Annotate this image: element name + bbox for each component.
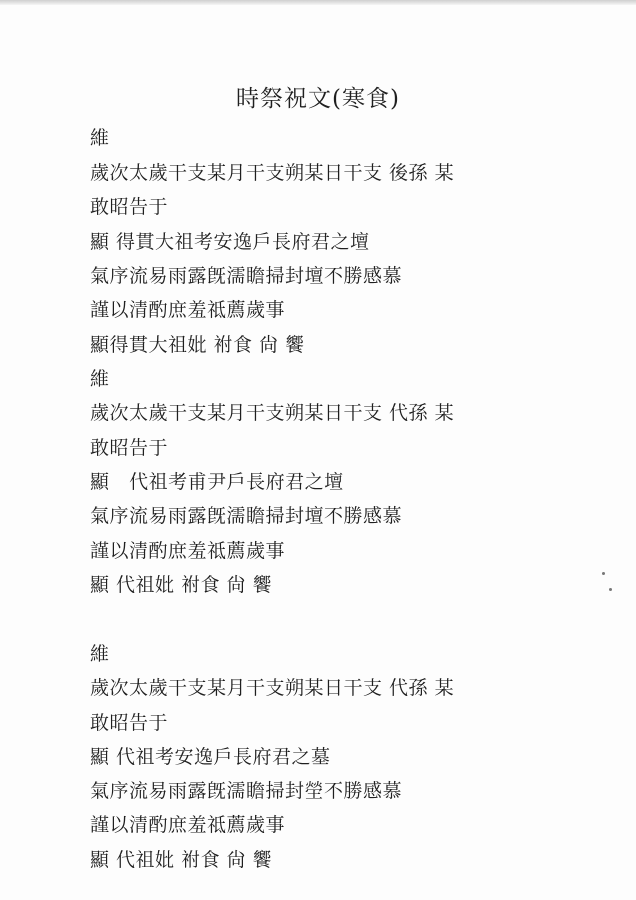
text-line: 顯 得貫大祖考安逸戶長府君之壇 xyxy=(90,231,370,253)
text-line: 謹以清酌庶羞祗薦歲事 xyxy=(90,540,286,562)
text-line: 歲次太歲干支某月干支朔某日干支 代孫 某 xyxy=(90,677,455,699)
scan-speck xyxy=(602,572,605,575)
scan-speck xyxy=(609,588,612,591)
text-line: 顯 代祖妣 祔食 尙 饗 xyxy=(90,574,273,596)
text-line: 維 xyxy=(90,643,110,665)
text-line: 歲次太歲干支某月干支朔某日干支 代孫 某 xyxy=(90,402,455,424)
text-line: 維 xyxy=(90,368,110,390)
text-line: 歲次太歲干支某月干支朔某日干支 後孫 某 xyxy=(90,162,455,184)
text-line: 氣序流易雨露旣濡瞻掃封塋不勝感慕 xyxy=(90,780,403,802)
text-line: 顯 代祖考甫尹戶長府君之壇 xyxy=(90,471,344,493)
text-line: 顯得貫大祖妣 祔食 尙 饗 xyxy=(90,334,305,356)
text-line: 敢昭告于 xyxy=(90,437,169,459)
text-line: 氣序流易雨露旣濡瞻掃封壇不勝感慕 xyxy=(90,265,403,287)
text-line: 敢昭告于 xyxy=(90,196,169,218)
text-line: 氣序流易雨露旣濡瞻掃封壇不勝感慕 xyxy=(90,505,403,527)
text-line: 顯 代祖妣 祔食 尙 饗 xyxy=(90,849,273,871)
document-title: 時祭祝文(寒食) xyxy=(236,86,400,112)
text-line: 謹以清酌庶羞祗薦歲事 xyxy=(90,814,286,836)
text-line: 謹以清酌庶羞祗薦歲事 xyxy=(90,299,286,321)
text-line: 維 xyxy=(90,127,110,149)
text-line: 顯 代祖考安逸戶長府君之墓 xyxy=(90,746,331,768)
text-line: 敢昭告于 xyxy=(90,712,169,734)
